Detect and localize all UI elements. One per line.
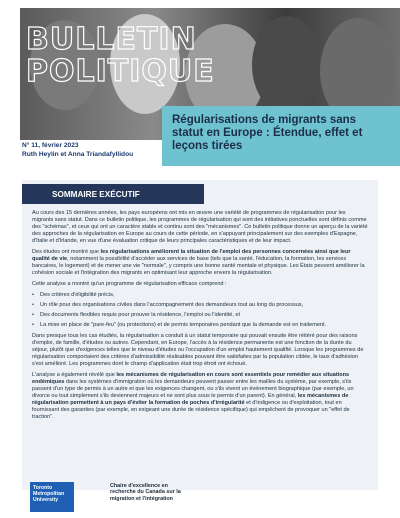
summary-paragraph-2: Des études ont montré que les régularisations améliorent la situation de l'emploi des personnes concernées ainsi que leur qualité de vie, notamment la possibilité d'accéder aux services de base (tels que la santé, l'éducation, la formation, les services bancaires, le logement) et de mener une vie "normale", y compris une bonne santé mentale et physique. Les États peuvent améliorer la cohésion sociale et l'intégration des migrants en optimisant leur approche envers la régularisation.	[32, 249, 365, 276]
authors: Ruth Heylin et Anna Triandafyllidou	[22, 150, 134, 158]
title-box	[162, 106, 400, 166]
tmu-logo: Toronto Metropolitan University	[30, 482, 74, 512]
issue-meta	[22, 142, 133, 159]
hero-title-line1: BULLETIN	[26, 22, 197, 57]
summary-paragraph-5: L'analyse a également révélé que les mécanismes de régularisation en cours sont essentiels pour remédier aux situations endémiques dans les systèmes d'immigration où les demandeurs peuvent passer entre les mailles du système, par exemple, s'ils passent d'un type de permis à un autre et que les exigences changent, ou s'ils vivent un événement biographique (par exemple, un divorce ou tout simplement s'ils deviennent majeurs et ne sont plus sous le permis d'un parent). En général, les mécanismes de régularisation permettent à un pays d'éviter la formation de poches d'irrégularité et d'indigence ou d'exploitation, tout en fournissant des garanties (par exemple, en exigeant une durée de résidence spécifique) qui empêchent de provoquer un "effet de traction".	[32, 372, 354, 420]
page-title: Régularisations de migrants sans statut en Europe : Étendue, effet et leçons tirées	[172, 114, 363, 152]
summary-panel	[22, 180, 378, 490]
list-item: • La mise en place de "pare-feu" (ou protections) et de permis temporaires pendant que la demande est en traitement.	[32, 322, 368, 329]
child-photo-4	[252, 16, 322, 114]
footer	[22, 479, 378, 515]
summary-paragraph-3: Cette analyse a montré qu'un programme de régularisation efficace comprend :	[32, 281, 227, 287]
criteria-list	[32, 292, 368, 329]
list-item: • Un rôle pour des organisations civiles dans l'accompagnement des demandeurs tout au long du processus,	[32, 302, 368, 309]
issue-number: N° 11, février 2023	[22, 142, 79, 149]
summary-heading: SOMMAIRE EXÉCUTIF	[22, 184, 204, 204]
research-chair-label: Chaire d'excellence en recherche du Canada sur la migration et l'intégration	[110, 483, 181, 502]
list-item: • Des critères d'éligibilité précis,	[32, 292, 368, 299]
list-item: • Des documents flexibles requis pour prouver la résidence, l'emploi ou l'identité, et	[32, 312, 368, 319]
summary-paragraph-4: Dans presque tous les cas étudiés, la régularisation a conduit à un statut temporaire qui pouvait ensuite être réitéré pour des raisons d'emploi, de famille, d'études ou autres. Cependant, en Europe, l'accès à la résidence permanente est une fonction de la durée du séjour, plutôt que d'exigences telles que le niveau d'études ou l'occupation d'un emploi hautement qualifié. Lorsque les programmes de régularisation comportaient des critères d'admissibilité réalisables pouvant être satisfaites par la population ciblée, le taux d'adhésion s'est amélioré. Les programmes dont le champ d'application était trop étroit ont échoué.	[32, 333, 364, 367]
top-bar	[0, 0, 400, 8]
hero-title-line2: POLITIQUE	[26, 54, 215, 89]
summary-paragraph-1: Au cours des 15 dernières années, les pays européens ont mis en œuvre une variété de programmes de régularisation pour les migrants sans statut. Dans ce bulletin politique, les programmes de régularisation qui sont des initiatives ponctuelles sont définis comme des "schémas", et ceux qui ont un caractère stable et continu sont des "mécanismes". Ce bulletin politique donne un aperçu de la variété des approches de la régularisation en Europe au cours de cette période, en s'appuyant principalement sur des exemples d'Espagne, d'Italie et d'Irlande, en vue d'une évaluation critique de leurs principales caractéristiques et de leur impact.	[32, 210, 368, 244]
